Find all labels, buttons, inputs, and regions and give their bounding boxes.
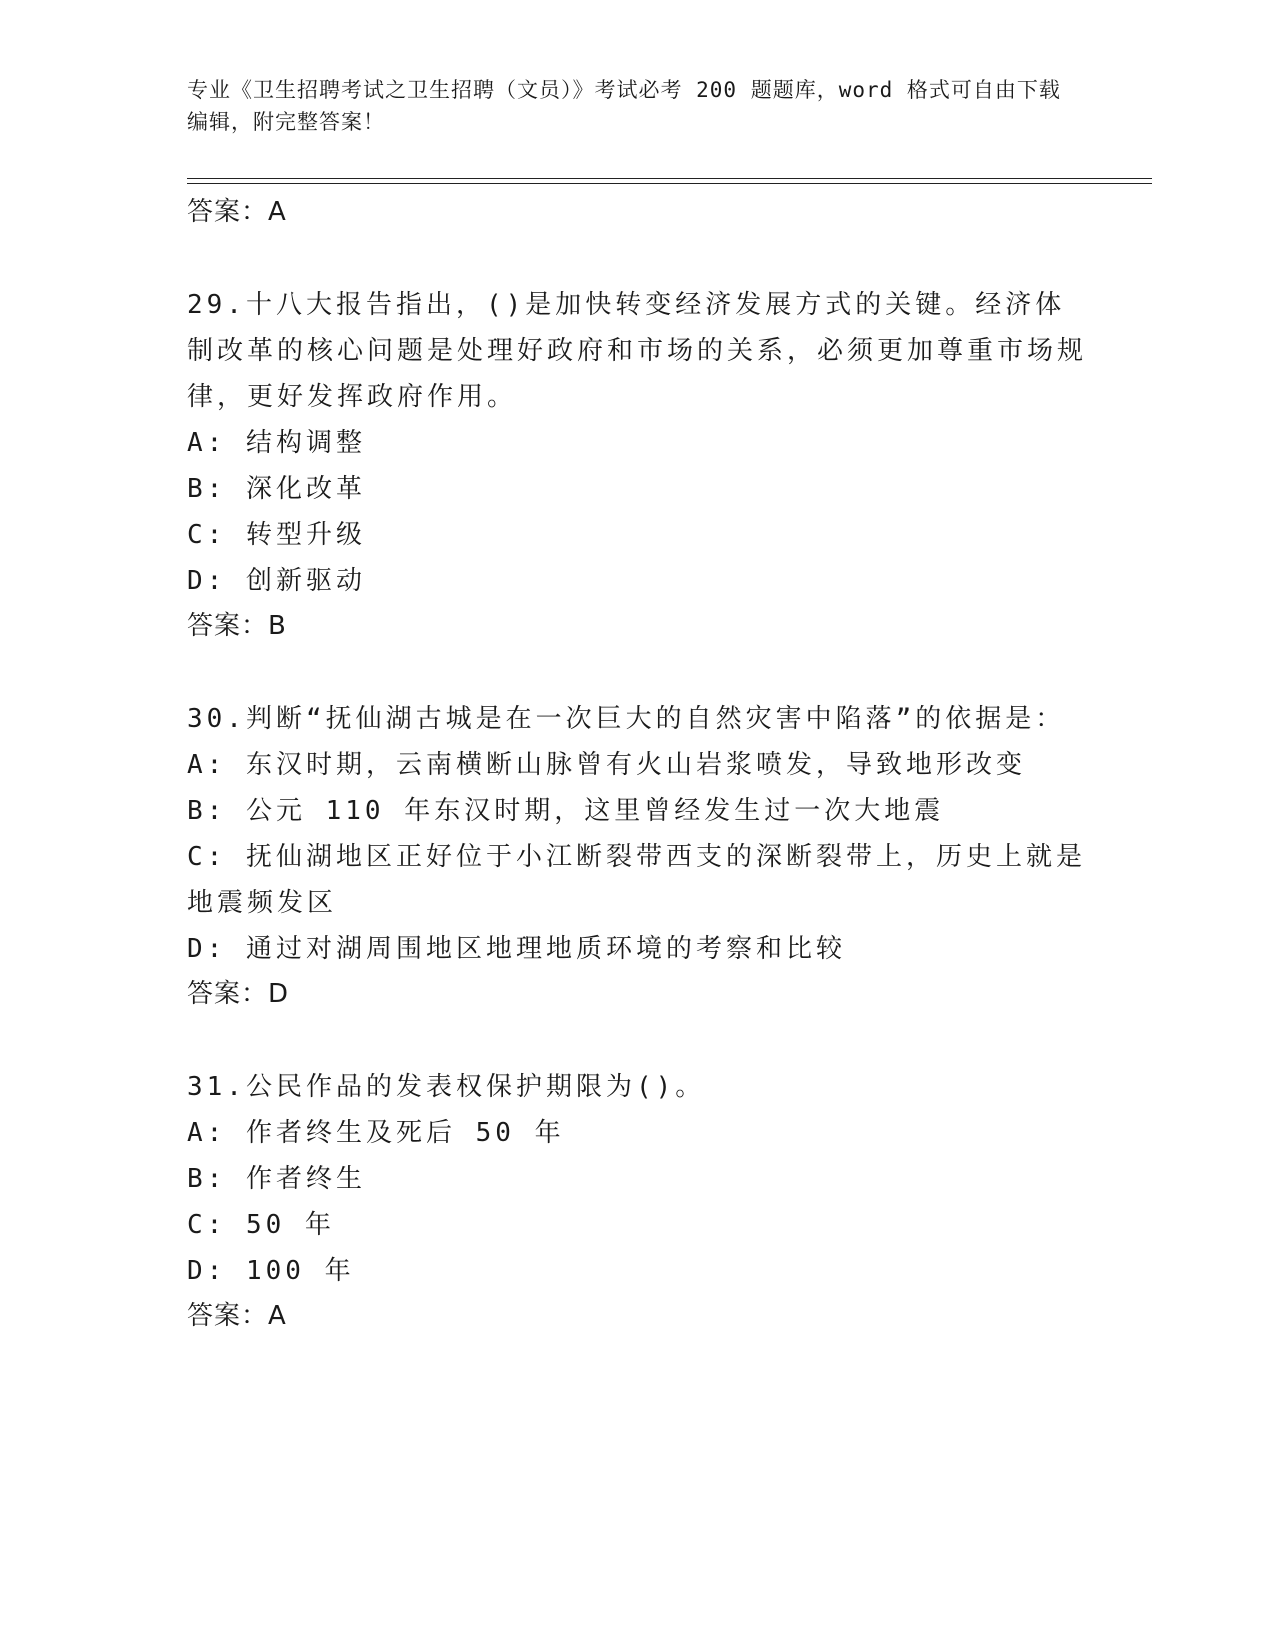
answer-line: 答案：D [187,979,290,1009]
option-d: D: 通过对湖周围地区地理地质环境的考察和比较 [187,934,846,964]
answer-line: 答案：A [187,1301,287,1331]
question-stem: 30.判断“抚仙湖古城是在一次巨大的自然灾害中陷落”的依据是： [187,704,1066,734]
option-b: B: 作者终生 [187,1164,366,1194]
option-a: A: 东汉时期，云南横断山脉曾有火山岩浆喷发，导致地形改变 [187,750,1026,780]
question-30 [187,696,1087,1016]
question-31 [187,1064,1087,1338]
question-list [187,190,1087,1338]
question-29 [187,282,1087,648]
option-a: A: 作者终生及死后 50 年 [187,1118,565,1148]
option-c: C: 转型升级 [187,520,366,550]
option-b: B: 公元 110 年东汉时期，这里曾经发生过一次大地震 [187,796,945,826]
answer-line: 答案：B [187,611,287,641]
option-c: C: 50 年 [187,1210,335,1240]
option-a: A: 结构调整 [187,428,366,458]
answer-line: 答案：A [187,197,287,227]
page-header: 专业《卫生招聘考试之卫生招聘（文员）》考试必考 200 题题库，word 格式可自由下载编辑，附完整答案！ [187,78,1061,134]
header-rule-top [187,178,1152,179]
option-d: D: 创新驱动 [187,566,366,596]
question-stem: 29.十八大报告指出，()是加快转变经济发展方式的关键。经济体制改革的核心问题是处理好政府和市场的关系，必须更加尊重市场规律，更好发挥政府作用。 [187,290,1088,412]
header-rule-bottom [187,183,1152,184]
question-stem: 31.公民作品的发表权保护期限为()。 [187,1072,706,1102]
option-c: C: 抚仙湖地区正好位于小江断裂带西支的深断裂带上，历史上就是地震频发区 [187,842,1086,918]
option-b: B: 深化改革 [187,474,366,504]
option-d: D: 100 年 [187,1256,355,1286]
